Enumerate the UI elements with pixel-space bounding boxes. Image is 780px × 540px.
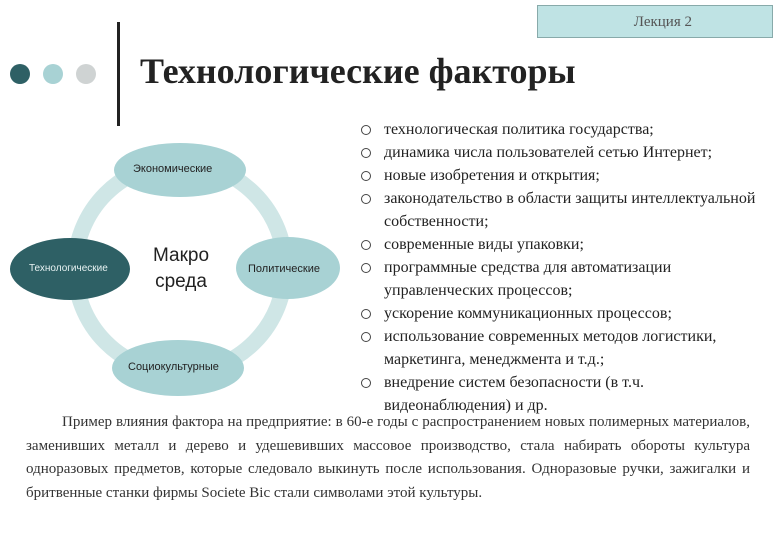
example-paragraph: Пример влияния фактора на предприятие: в 60-е годы с распространением новых полимерных материалов, заменивших металл и дерево и удешевивших массовое производство, стала набирать обороты культура одноразовых предметов, которые следовало выкинуть после использования. Одноразовые ручки, зажигалки и бритвенные станки фирмы Societe Bic стали символами этой культуры. xyxy=(26,414,750,501)
bullet-ring-icon xyxy=(361,263,371,273)
list-item: внедрение систем безопасности (в т.ч. видеонаблюдения) и др. xyxy=(356,371,756,417)
label-technological: Технологические xyxy=(29,263,108,274)
list-item: использование современных методов логистики, маркетинга, менеджмента и т.д.; xyxy=(356,325,756,371)
label-economic: Экономические xyxy=(133,163,213,175)
lecture-label: Лекция 2 xyxy=(537,5,773,38)
bullet-ring-icon xyxy=(361,194,371,204)
list-item: новые изобретения и открытия; xyxy=(356,164,756,187)
center-label-line2: среда xyxy=(155,271,207,292)
list-item: законодательство в области защиты интеллектуальной собственности; xyxy=(356,187,756,233)
center-label-line1: Макро xyxy=(152,245,210,266)
light-dot-icon xyxy=(43,64,63,84)
factor-list xyxy=(356,118,756,417)
title-divider xyxy=(117,22,120,126)
bullet-ring-icon xyxy=(361,378,371,388)
bullet-ring-icon xyxy=(361,171,371,181)
slide-title: Технологические факторы xyxy=(140,51,576,91)
macro-environment-diagram xyxy=(0,130,360,400)
grey-dot-icon xyxy=(76,64,96,84)
list-item: ускорение коммуникационных процессов; xyxy=(356,302,756,325)
label-sociocultural: Социокультурные xyxy=(128,361,219,373)
list-item: динамика числа пользователей сетью Интернет; xyxy=(356,141,756,164)
list-item: технологическая политика государства; xyxy=(356,118,756,141)
center-label xyxy=(145,243,217,295)
label-political: Политические xyxy=(248,263,320,275)
bullet-ring-icon xyxy=(361,332,371,342)
bullet-ring-icon xyxy=(361,125,371,135)
list-item: современные виды упаковки; xyxy=(356,233,756,256)
bullet-ring-icon xyxy=(361,148,371,158)
bullet-ring-icon xyxy=(361,309,371,319)
list-item: программные средства для автоматизации управленческих процессов; xyxy=(356,256,756,302)
bullet-ring-icon xyxy=(361,240,371,250)
dark-dot-icon xyxy=(10,64,30,84)
